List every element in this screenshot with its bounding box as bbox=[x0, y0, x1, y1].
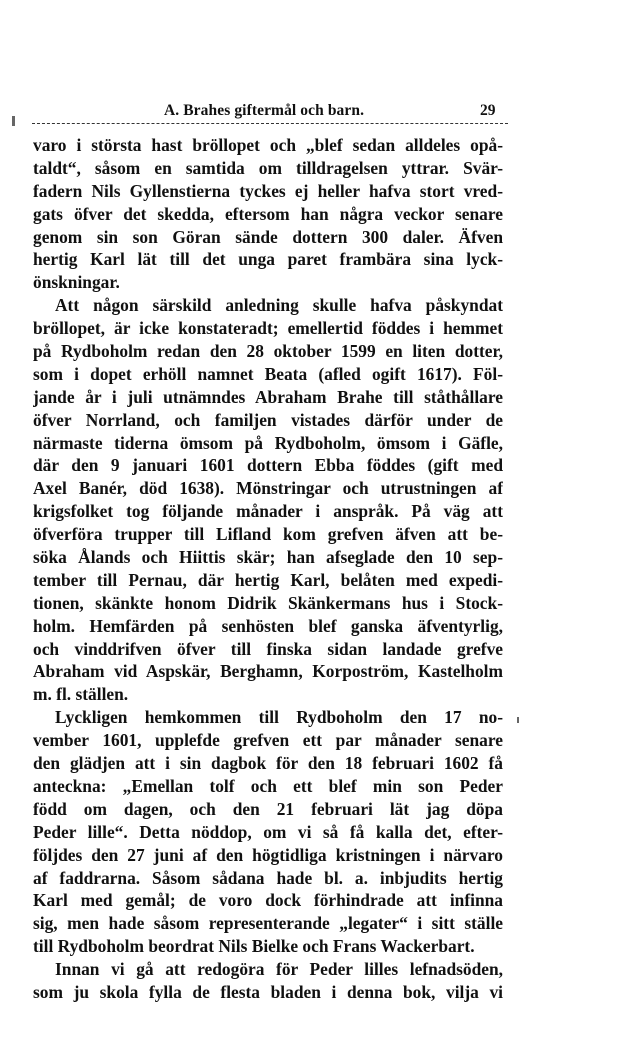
text-line: genom sin son Göran sände dottern 300 daler. Äfven bbox=[33, 226, 503, 247]
text-line: som i dopet erhöll namnet Beata (afled ogift 1617). Föl- bbox=[33, 363, 503, 384]
text-line: till Rydboholm beordrat Nils Bielke och Frans Wackerbart. bbox=[33, 936, 475, 957]
text-line: Axel Banér, död 1638). Mönstringar och utrustningen af bbox=[33, 478, 503, 499]
text-line: m. fl. ställen. bbox=[33, 684, 129, 705]
text-line: öfverföra trupper till Lifland kom grefven äfven att be- bbox=[33, 524, 503, 545]
text-line: gats öfver det skedda, eftersom han några veckor senare bbox=[33, 203, 503, 224]
text-line: och vinddrifven öfver till finska sidan landade grefve bbox=[33, 638, 503, 659]
text-line: jande år i juli utnämndes Abraham Brahe till ståthållare bbox=[33, 386, 503, 407]
paragraph-first-line: Innan vi gå att redogöra för Peder lilles lefnadsöden, bbox=[55, 959, 503, 980]
text-line: holm. Hemfärden på senhösten blef ganska äfventyrlig, bbox=[33, 615, 503, 636]
text-line: varo i största hast bröllopet och „blef sedan alldeles opå- bbox=[33, 135, 503, 155]
text-line: Karl med gemål; de voro dock förhindrade att infinna bbox=[33, 890, 503, 911]
text-line: född om dagen, och den 21 februari lät jag döpa bbox=[33, 798, 503, 819]
text-line: den glädjen att i sin dagbok för den 18 februari 1602 få bbox=[33, 753, 503, 774]
header-rule bbox=[32, 123, 508, 124]
text-line: vember 1601, upplefde grefven ett par månader senare bbox=[33, 730, 503, 751]
text-line: taldt“, såsom en samtida om tilldragelsen yttrar. Svär- bbox=[33, 157, 503, 178]
body-text bbox=[33, 134, 503, 1004]
running-title: A. Brahes giftermål och barn. bbox=[164, 102, 365, 119]
text-line: tionen, skänkte honom Didrik Skänkermans hus i Stock- bbox=[33, 592, 503, 613]
text-line: af faddrarna. Såsom sådana hade bl. a. inbjudits hertig bbox=[33, 867, 503, 888]
text-line: sig, men hade såsom representerande „legater“ i sitt ställe bbox=[33, 913, 503, 934]
paragraph-first-line: Lyckligen hemkommen till Rydboholm den 17 no- bbox=[55, 707, 503, 728]
text-line: följdes den 27 juni af den högtidliga kristningen i närvaro bbox=[33, 844, 503, 865]
right-margin-mark bbox=[517, 717, 519, 723]
text-line: krigsfolket tog följande månader i anspråk. På väg att bbox=[33, 501, 503, 522]
text-line: fadern Nils Gyllenstierna tyckes ej heller hafva stort vred- bbox=[33, 180, 503, 201]
text-line: Abraham vid Aspskär, Berghamn, Korpoström, Kastelholm bbox=[33, 661, 503, 682]
text-line: närmaste tiderna ömsom på Rydboholm, ömsom i Gäfle, bbox=[33, 432, 503, 453]
text-line: tember till Pernau, där hertig Karl, belåten med expedi- bbox=[33, 569, 503, 590]
page-header bbox=[30, 100, 510, 122]
paragraph-first-line: Att någon särskild anledning skulle hafva påskyndat bbox=[55, 295, 503, 316]
left-margin-mark bbox=[12, 116, 15, 126]
text-line: söka Ålands och Hiittis skär; han afseglade den 10 sep- bbox=[33, 547, 503, 568]
text-line: hertig Karl lät till det unga paret frambära sina lyck- bbox=[33, 249, 503, 270]
text-line: bröllopet, är icke konstateradt; emellertid föddes i hemmet bbox=[33, 318, 503, 339]
page-number: 29 bbox=[480, 102, 496, 119]
text-line: som ju skola fylla de flesta bladen i denna bok, vilja vi bbox=[33, 981, 503, 1002]
text-line: Peder lille“. Detta nöddop, om vi så få kalla det, efter- bbox=[33, 821, 503, 842]
text-line: på Rydboholm redan den 28 oktober 1599 en liten dotter, bbox=[33, 341, 503, 362]
text-line: önskningar. bbox=[33, 272, 120, 293]
text-line: anteckna: „Emellan tolf och ett blef min son Peder bbox=[33, 775, 503, 796]
text-line: där den 9 januari 1601 dottern Ebba föddes (gift med bbox=[33, 455, 503, 476]
text-line: öfver Norrland, och familjen vistades därför under de bbox=[33, 409, 503, 430]
